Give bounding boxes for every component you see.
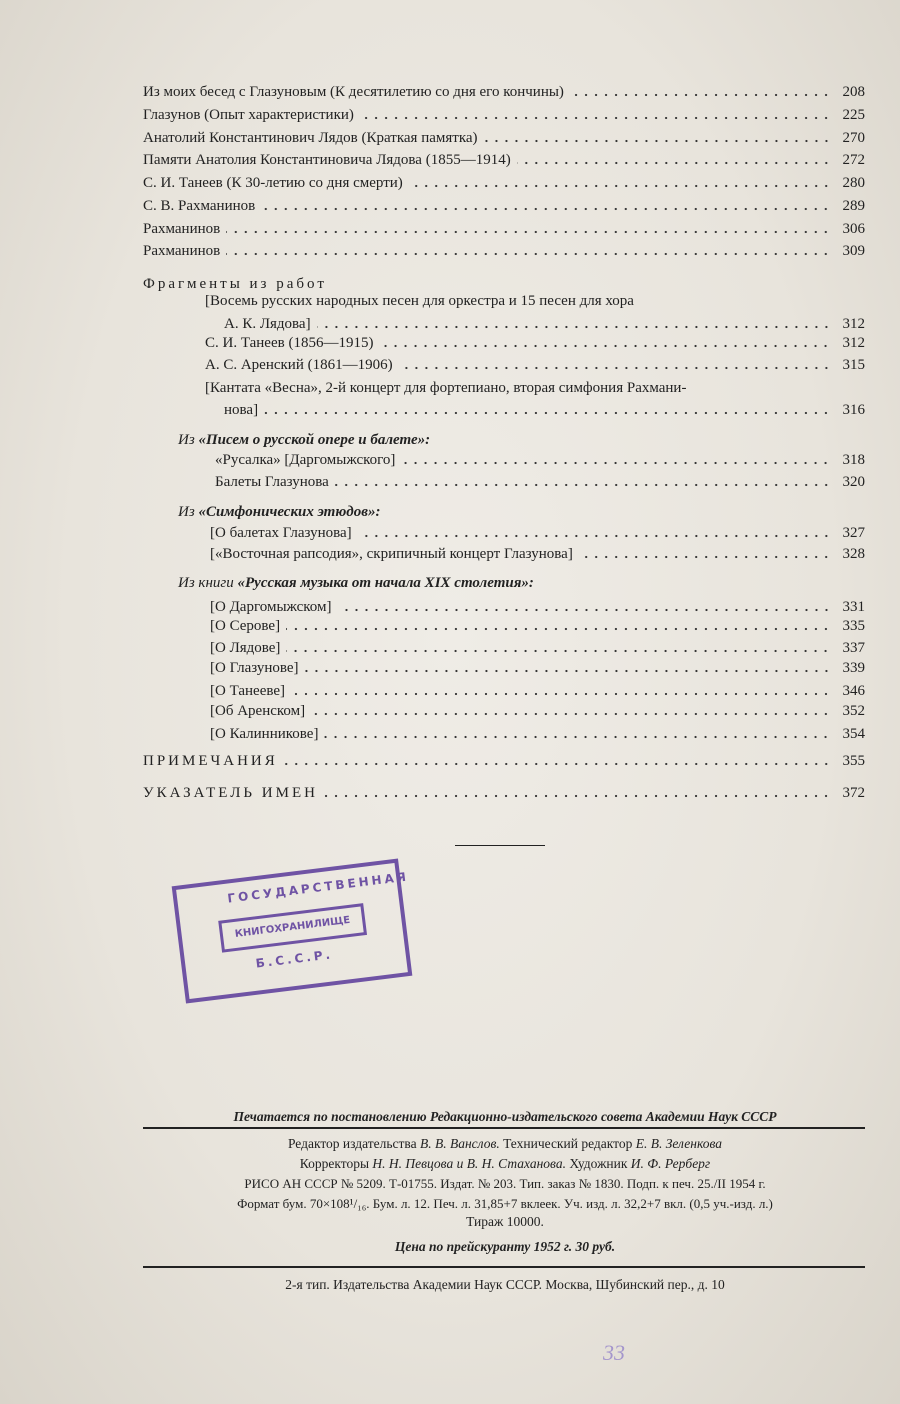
toc-entry <box>143 129 865 147</box>
toc-entry <box>224 401 865 419</box>
dot-leader <box>484 139 831 143</box>
entry-title: УКАЗАТЕЛЬ ИМЕН <box>143 785 318 801</box>
toc-entry <box>143 220 865 238</box>
entry-title: [«Восточная рапсодия», скрипичный концерт Глазунова] <box>210 546 573 562</box>
page-number: 328 <box>842 546 865 562</box>
entry-title: Анатолий Константинович Лядов (Краткая памятка) <box>143 130 478 146</box>
entry-title: Рахманинов <box>143 221 221 237</box>
divider <box>455 845 545 846</box>
toc-entry <box>143 151 865 169</box>
toc-entry <box>205 334 865 352</box>
entry-title: Балеты Глазунова <box>215 474 329 490</box>
page-number: 280 <box>842 175 865 191</box>
print-run: Тираж 10000. <box>466 1214 544 1229</box>
entry-title: [О Калинникове] <box>210 726 319 742</box>
dot-leader <box>517 161 831 165</box>
divider <box>143 1266 865 1268</box>
entry-title: Памяти Анатолия Константиновича Лядова (1855—1914) <box>143 152 511 168</box>
toc-entry <box>224 315 865 333</box>
dot-leader <box>379 344 831 348</box>
section-subheading: Из «Писем о русской опере и балете»: <box>178 432 431 448</box>
printer: 2-я тип. Издательства Академии Наук СССР. Москва, Шубинский пер., д. 10 <box>285 1277 725 1292</box>
entry-title: С. В. Рахманинов <box>143 198 256 214</box>
page-number: 225 <box>842 107 865 123</box>
dot-leader <box>358 534 831 538</box>
dot-leader <box>399 366 831 370</box>
toc-entry <box>215 473 865 491</box>
page-number: 270 <box>842 130 865 146</box>
page-number: 352 <box>842 703 865 719</box>
toc-entry <box>210 639 865 657</box>
entry-line: [Кантата «Весна», 2-й концерт для фортепиано, вторая симфония Рахмани- <box>205 380 687 396</box>
page-number: 339 <box>842 660 865 676</box>
toc-entry <box>143 174 865 192</box>
page-number: 289 <box>842 198 865 214</box>
page-number: 372 <box>842 785 865 801</box>
page-number: 312 <box>842 335 865 351</box>
dot-leader <box>324 735 831 739</box>
toc-entry <box>210 682 865 700</box>
format-line: Формат бум. 70×108¹/₁₆. Бум. л. 12. Печ. л. 31,85+7 вклеек. Уч. изд. л. 32,2+7 вкл. (0,5 уч.-изд. л.) <box>237 1196 773 1211</box>
dot-leader <box>226 252 831 256</box>
imprint-line: РИСО АН СССР № 5209. Т-01755. Издат. № 203. Тип. заказ № 1830. Подп. к печ. 25./II 1954 г. <box>244 1176 766 1191</box>
toc-entry <box>210 617 865 635</box>
dot-leader <box>338 608 831 612</box>
entry-title: [О балетах Глазунова] <box>210 525 352 541</box>
dot-leader <box>570 93 831 97</box>
entry-title: Из моих бесед с Глазуновым (К десятилетию со дня его кончины) <box>143 84 564 100</box>
section-subheading: Из книги «Русская музыка от начала XIX столетия»: <box>178 575 534 591</box>
section-heading: Фрагменты из работ <box>143 276 327 292</box>
entry-title: [О Серове] <box>210 618 281 634</box>
page-number: 312 <box>842 316 865 332</box>
toc-entry <box>210 659 865 677</box>
entry-title: Глазунов (Опыт характеристики) <box>143 107 354 123</box>
entry-title: «Русалка» [Даргомыжского] <box>215 452 396 468</box>
entry-title: [О Глазунове] <box>210 660 299 676</box>
toc-entry <box>143 197 865 215</box>
dot-leader <box>401 461 831 465</box>
toc-entry <box>210 545 865 563</box>
page-number: 272 <box>842 152 865 168</box>
entry-title: [Об Аренском] <box>210 703 306 719</box>
dot-leader <box>324 794 831 798</box>
entry-title: Рахманинов <box>143 243 221 259</box>
dot-leader <box>291 692 831 696</box>
entry-title: А. С. Аренский (1861—1906) <box>205 357 393 373</box>
stamp-text: Б.С.С.Р. <box>254 947 334 971</box>
entry-line: [Восемь русских народных песен для оркестра и 15 песен для хора <box>205 293 634 309</box>
dot-leader <box>317 325 831 329</box>
page-number: 316 <box>842 402 865 418</box>
page-number: 331 <box>842 599 865 615</box>
page-number: 335 <box>842 618 865 634</box>
entry-title: [О Танееве] <box>210 683 286 699</box>
toc-entry <box>143 784 865 802</box>
entry-title: нова] <box>224 402 259 418</box>
dot-leader <box>264 411 831 415</box>
correctors-line: Корректоры Н. Н. Певцова и В. Н. Стаханова. Художник И. Ф. Рерберг <box>299 1156 711 1171</box>
toc-entry <box>143 242 865 260</box>
dot-leader <box>286 627 831 631</box>
dot-leader <box>311 712 831 716</box>
dot-leader <box>579 555 831 559</box>
entry-title: С. И. Танеев (К 30-летию со дня смерти) <box>143 175 403 191</box>
page-number: 355 <box>842 753 865 769</box>
library-stamp <box>172 859 413 1004</box>
page-number: 318 <box>842 452 865 468</box>
page-number: 208 <box>842 84 865 100</box>
toc-entry <box>210 598 865 616</box>
published-by: Печатается по постановлению Редакционно-издательского совета Академии Наук СССР <box>233 1109 777 1124</box>
page-number: 320 <box>842 474 865 490</box>
page-number: 309 <box>842 243 865 259</box>
price: Цена по прейскуранту 1952 г. 30 руб. <box>394 1239 616 1254</box>
entry-title: А. К. Лядова] <box>224 316 311 332</box>
page-number: 315 <box>842 357 865 373</box>
dot-leader <box>360 116 831 120</box>
dot-leader <box>335 483 831 487</box>
toc-entry <box>215 451 865 469</box>
page-number: 337 <box>842 640 865 656</box>
entry-title: ПРИМЕЧАНИЯ <box>143 753 278 769</box>
toc-entry <box>143 752 865 770</box>
page-number: 354 <box>842 726 865 742</box>
editors-line: Редактор издательства В. В. Ванслов. Технический редактор Е. В. Зеленкова <box>287 1136 723 1151</box>
toc-entry <box>143 106 865 124</box>
stamp-text: ГОСУДАРСТВЕННАЯ <box>226 869 410 906</box>
dot-leader <box>286 649 831 653</box>
dot-leader <box>261 207 831 211</box>
entry-title: [О Лядове] <box>210 640 281 656</box>
dot-leader <box>284 762 831 766</box>
toc-entry <box>210 725 865 743</box>
page-number: 346 <box>842 683 865 699</box>
page-number: 306 <box>842 221 865 237</box>
toc-entry <box>210 702 865 720</box>
dot-leader <box>226 230 831 234</box>
toc-entry <box>210 524 865 542</box>
section-subheading: Из «Симфонических этюдов»: <box>178 504 381 520</box>
handwritten-mark: 33 <box>603 1340 625 1365</box>
toc-entry <box>143 83 865 101</box>
toc-entry <box>205 356 865 374</box>
entry-title: [О Даргомыжском] <box>210 599 332 615</box>
dot-leader <box>305 669 831 673</box>
divider <box>143 1127 865 1129</box>
dot-leader <box>409 184 831 188</box>
stamp-text: КНИГОХРАНИЛИЩЕ <box>218 903 367 953</box>
page-number: 327 <box>842 525 865 541</box>
entry-title: С. И. Танеев (1856—1915) <box>205 335 374 351</box>
